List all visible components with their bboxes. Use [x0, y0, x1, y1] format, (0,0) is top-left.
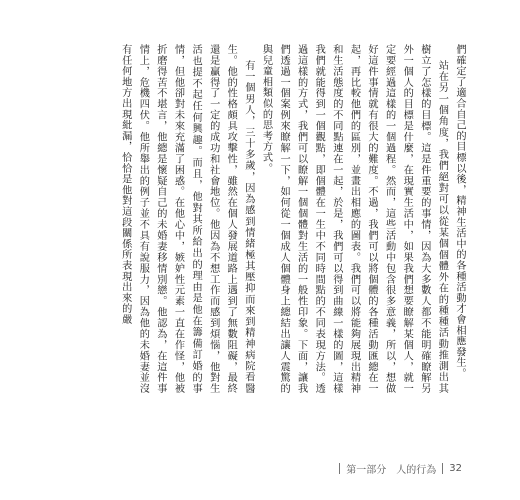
page-number: 32 [449, 463, 462, 474]
section-title: 第一部分 人的行為 [346, 465, 437, 476]
paragraph: 站在另一個角度，我們絕對可以從某個個體外在的種種活動推測出其樹立了怎樣的目標。這是件重要的事情，因為大多數人都不能明確瞭解另外一個人的目標是什麼，在現實生活中，如果我們想要瞭解某個人，就一定要經過這樣的一個過程。然而，這些活動中包含很多意義，所以，想做好這件事情就有很大的難度。不過，我們可以將個體的各種活動匯總在一起，再比較他們的區別，並畫出相應的圖表。我們可以將能夠展現出精神和生活態度的不同點連在一起，於是，我們可以得到曲線一樣的圖，這樣我們就能得到一個觀點，即個體在一生中不同時間點的不同表現方法。透過這樣的方式，我們可以瞭解一個個體對生活的一般性印象。下面，讓我們透過一個案例來瞭解一下，如何從一個成人個體身上總結出讓人震驚的與兒童相類似的思考方式。 [260, 44, 448, 394]
footer-divider [442, 463, 443, 474]
page-footer [339, 461, 462, 476]
body-text [48, 44, 468, 394]
paragraph: 有一個男人，三十多歲，因為感到情緒極其壓抑而來到精神病院看醫生。他的性格頗具攻擊性，雖然在個人發展道路上遇到了無數阻礙，最終還是贏得了一定的成功和社會地位。他因為不想工作而感到煩惱，他對生活也提不起任何興趣。而且，他對其所給出的理由是他在籌備訂婚的事情，但他卻對未來充滿了困惑。在他心中，嫉妒性元素一直在作怪，他被折磨得苦不堪言，他總是懷疑自己的未婚妻移情別戀。他認為，在這件事情上，危機四伏。他所舉出的例子並不具有說服力，因為他的未婚妻並沒有任何地方出現紕漏，恰恰是他對這段關係所表現出來的嚴 [119, 44, 254, 394]
paragraph: 們確定了適合自己的目標以後，精神生活中的各種活動才會相應發生。 [454, 44, 465, 379]
footer-divider [339, 463, 340, 474]
